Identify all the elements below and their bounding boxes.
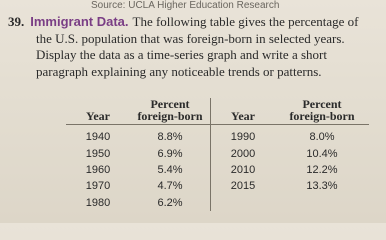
problem-number: 39. (8, 14, 25, 29)
header-percent-line1: Percent (150, 97, 190, 111)
table-header-row (66, 98, 369, 125)
percent-cell: 4.7% (130, 178, 211, 194)
year-cell: 1960 (85, 163, 111, 176)
percent-cell: 8.0% (309, 131, 335, 144)
source-caption: Source: UCLA Higher Education Research (91, 0, 280, 11)
foreign-born-table (66, 98, 369, 211)
percent-cell: 6.2% (130, 195, 211, 211)
year-cell: 1970 (85, 180, 111, 193)
problem-line-1 (8, 14, 380, 31)
header-year-right: Year (231, 109, 255, 123)
header-percent-right (275, 98, 369, 125)
header-percent-line2: foreign-born (289, 109, 355, 123)
problem-text-line: the U.S. population that was foreign-born in selected years. (36, 30, 345, 46)
table-row (66, 178, 369, 194)
year-cell (211, 195, 276, 211)
problem-text-line: The following table gives the percentage of (132, 14, 359, 29)
percent-cell: 8.8% (130, 125, 211, 146)
problem-line-2 (8, 31, 380, 48)
problem-title: Immigrant Data. (30, 14, 129, 29)
table-row (66, 125, 369, 146)
problem-text-line: Display the data as a time-series graph and write a short (36, 47, 327, 62)
header-year-left: Year (86, 109, 110, 123)
percent-cell: 10.4% (306, 147, 338, 160)
header-percent-left (130, 98, 211, 125)
year-cell: 2015 (230, 180, 256, 193)
year-cell: 1980 (85, 196, 111, 209)
percent-cell: 5.4% (130, 162, 211, 178)
problem-text (8, 14, 380, 80)
percent-cell: 6.9% (130, 145, 211, 161)
percent-cell: 12.2% (306, 163, 338, 176)
table-row (66, 145, 369, 161)
header-percent-line2: foreign-born (137, 109, 203, 123)
year-cell: 1950 (85, 147, 111, 160)
percent-cell: 13.3% (306, 180, 338, 193)
header-percent-line1: Percent (302, 97, 342, 111)
percent-cell (275, 195, 369, 211)
year-cell: 2000 (230, 147, 256, 160)
year-cell: 1940 (85, 131, 111, 144)
problem-text-line: paragraph explaining any noticeable trends or patterns. (36, 63, 322, 79)
year-cell: 2010 (230, 163, 256, 176)
table-row (66, 195, 369, 211)
table-row (66, 162, 369, 178)
problem-line-3 (8, 47, 380, 64)
year-cell: 1990 (230, 131, 256, 144)
problem-line-4 (8, 64, 380, 81)
